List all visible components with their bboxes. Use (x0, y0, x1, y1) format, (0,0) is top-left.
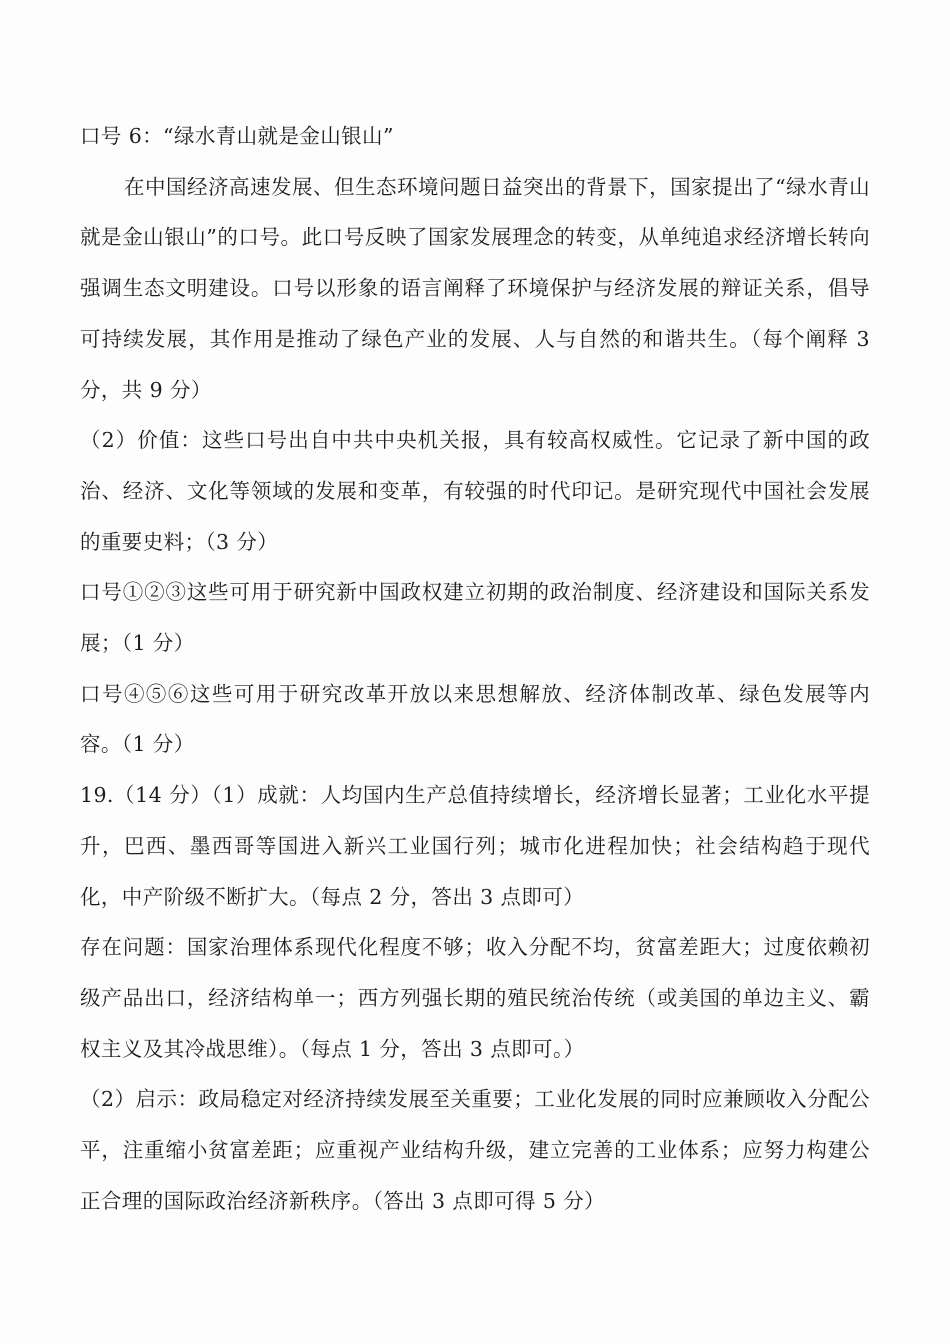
question-19-part-1-achievements: 19.（14 分）（1）成就：人均国内生产总值持续增长，经济增长显著；工业化水平提升，巴西、墨西哥等国进入新兴工业国行列；城市化进程加快；社会结构趋于现代化，中产阶级不断扩大。（每点 2 分，答出 3 点即可） (80, 783, 870, 909)
question-18-part-2-value: （2）价值：这些口号出自中共中央机关报，具有较高权威性。它记录了新中国的政治、经济、文化等领域的发展和变革，有较强的时代印记。是研究现代中国社会发展的重要史料；（3 分） (80, 428, 870, 554)
question-19-part-1-problems: 存在问题：国家治理体系现代化程度不够；收入分配不均，贫富差距大；过度依赖初级产品出口，经济结构单一；西方列强长期的殖民统治传统（或美国的单边主义、霸权主义及其冷战思维）。（每点 1 分，答出 3 点即可。） (80, 935, 870, 1061)
question-19-part-2-inspiration: （2）启示：政局稳定对经济持续发展至关重要；工业化发展的同时应兼顾收入分配公平，注重缩小贫富差距；应重视产业结构升级，建立完善的工业体系；应努力构建公正合理的国际政治经济新秩序。（答出 3 点即可得 5 分） (80, 1087, 870, 1213)
slogans-1-2-3-note: 口号①②③这些可用于研究新中国政权建立初期的政治制度、经济建设和国际关系发展；（1 分） (80, 580, 870, 656)
slogans-4-5-6-note: 口号④⑤⑥这些可用于研究改革开放以来思想解放、经济体制改革、绿色发展等内容。（1 分） (80, 681, 870, 757)
answer-text-block (80, 111, 870, 1226)
slogan-6-explanation: 在中国经济高速发展、但生态环境问题日益突出的背景下，国家提出了“绿水青山就是金山银山”的口号。此口号反映了国家发展理念的转变，从单纯追求经济增长转向强调生态文明建设。口号以形象的语言阐释了环境保护与经济发展的辩证关系，倡导可持续发展，其作用是推动了绿色产业的发展、人与自然的和谐共生。（每个阐释 3 分，共 9 分） (80, 174, 870, 402)
slogan-6-title: 口号 6：“绿水青山就是金山银山” (80, 124, 394, 148)
